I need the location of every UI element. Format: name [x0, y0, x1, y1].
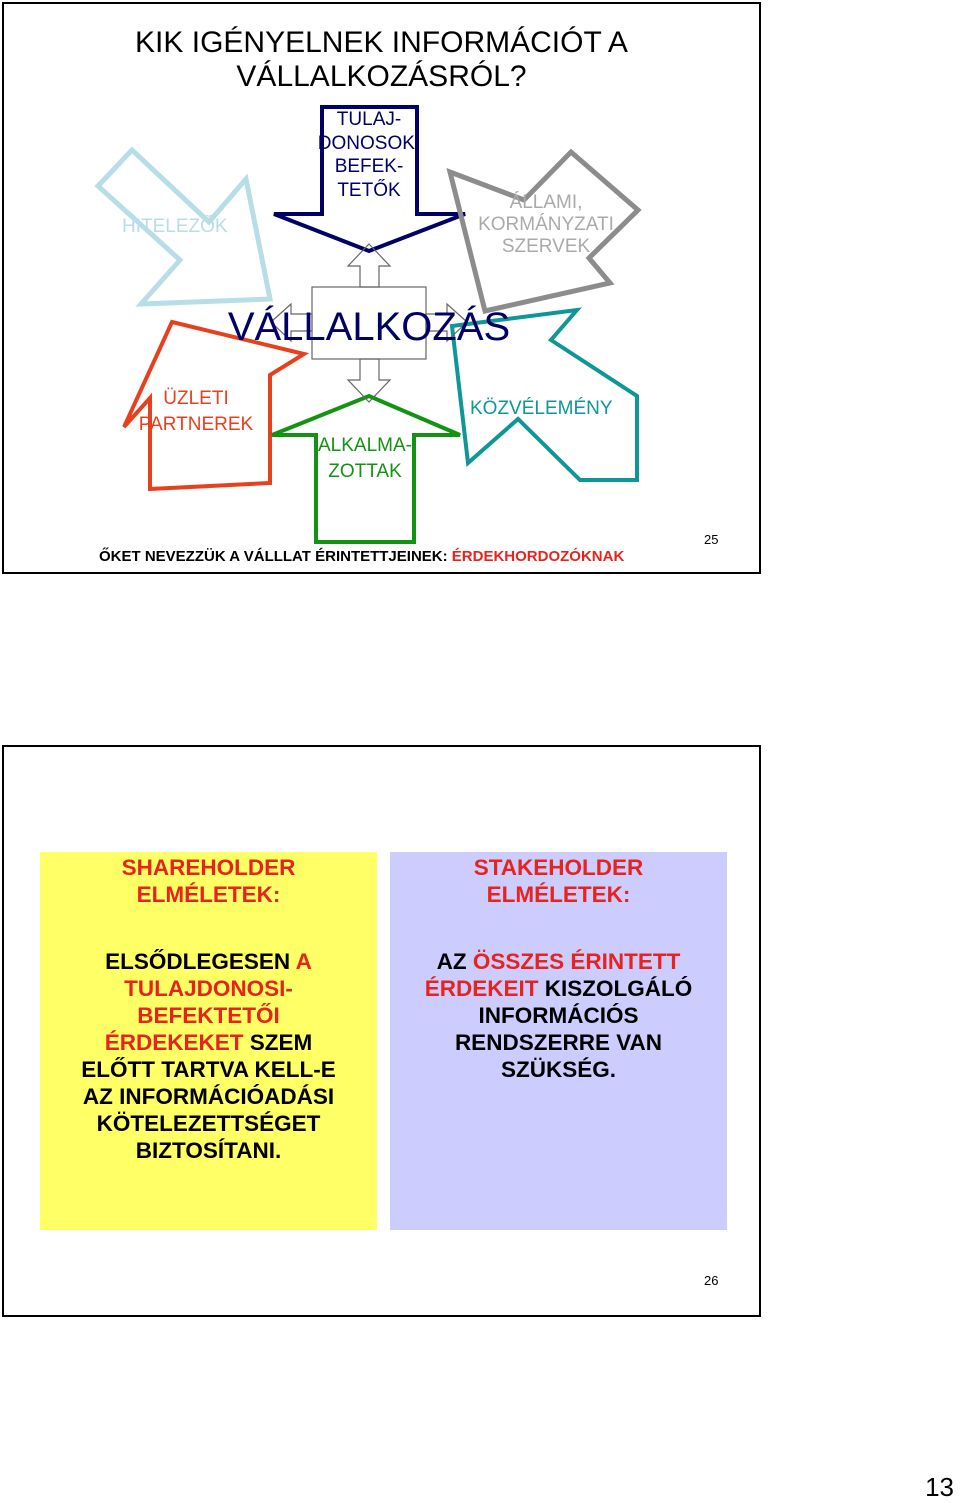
stakeholder-text: RENDSZERRE VAN: [454, 1030, 663, 1055]
allami-line-1: ÁLLAMI,: [509, 192, 583, 213]
shareholder-body: [40, 948, 377, 1164]
stakeholder-diagram: [4, 4, 761, 572]
page-number: 13: [925, 1472, 954, 1502]
stakeholder-text: SZÜKSÉG.: [500, 1057, 617, 1082]
stakeholder-highlight: ÉRDEKEIT: [424, 976, 539, 1001]
stakeholder-heading: [390, 854, 727, 908]
stakeholder-body: [390, 948, 727, 1083]
slide-number: 26: [704, 1273, 719, 1288]
shareholder-heading-line-1: SHAREHOLDER: [121, 855, 296, 880]
shareholder-text: AZ INFORMÁCIÓADÁSI: [82, 1084, 335, 1109]
alkalmazottak-line-1: ALKALMA-: [318, 435, 412, 456]
shareholder-text: SZEM: [243, 1030, 313, 1055]
tulajdonosok-line-4: TETŐK: [337, 179, 401, 201]
tulajdonosok-line-1: TULAJ-: [336, 109, 402, 130]
tulajdonosok-line-2: DONOSOK,: [317, 132, 421, 154]
shareholder-highlight: A: [295, 949, 312, 974]
shareholder-box: [40, 852, 377, 1230]
shareholder-heading-line-2: ELMÉLETEK:: [136, 882, 281, 907]
shareholder-text: BIZTOSÍTANI.: [135, 1138, 282, 1163]
allami-line-3: SZERVEK: [501, 236, 591, 257]
title-line-2: VÁLLALKOZÁSRÓL?: [236, 60, 527, 93]
uzleti-line-1: ÜZLETI: [163, 388, 229, 409]
shareholder-text: ELSŐDLEGESEN: [105, 949, 296, 974]
slide-25: [2, 2, 761, 574]
shareholder-highlight: BEFEKTETŐI: [137, 1003, 280, 1028]
slide-caption: [99, 548, 624, 565]
tulajdonosok-label: [312, 108, 426, 202]
stakeholder-highlight: ÖSSZES ÉRINTETT: [472, 949, 681, 974]
stakeholder-box: [390, 852, 727, 1230]
stakeholder-heading-line-1: STAKEHOLDER: [473, 855, 644, 880]
stakeholder-text: INFORMÁCIÓS: [478, 1003, 639, 1028]
shareholder-text: ELŐTT TARTVA KELL-E: [81, 1057, 336, 1082]
stakeholder-text: AZ: [436, 949, 473, 974]
caption-text: ŐKET NEVEZZÜK A VÁLLLAT ÉRINTETTJEINEK:: [99, 548, 452, 565]
uzleti-line-2: PARTNEREK: [138, 414, 254, 435]
stakeholder-text: KISZOLGÁLÓ: [538, 976, 693, 1001]
hitelezok-label: HITELEZŐK: [122, 216, 228, 237]
stakeholder-heading-line-2: ELMÉLETEK:: [486, 882, 631, 907]
allami-line-2: KORMÁNYZATI: [478, 214, 614, 235]
shareholder-highlight: ÉRDEKEKET: [104, 1030, 244, 1055]
tulajdonosok-line-3: BEFEK-: [334, 156, 404, 177]
slide-number: 25: [704, 532, 719, 547]
uzleti-label: [128, 386, 264, 438]
shareholder-highlight: TULAJDONOSI-: [124, 976, 293, 1001]
shareholder-heading: [40, 854, 377, 908]
kozvelemeny-label: KÖZVÉLEMÉNY: [470, 398, 613, 419]
slide-26: [2, 745, 761, 1317]
allami-label: [462, 192, 630, 258]
alkalmazottak-line-2: ZOTTAK: [328, 461, 402, 482]
title-line-1: KIK IGÉNYELNEK INFORMÁCIÓT A: [135, 26, 628, 59]
caption-highlight: ÉRDEKHORDOZÓKNAK: [451, 548, 625, 565]
alkalmazottak-label: [316, 433, 414, 485]
vallalkozas-label: VÁLLALKOZÁS: [227, 305, 511, 349]
shareholder-text: KÖTELEZETTSÉGET: [96, 1111, 321, 1136]
